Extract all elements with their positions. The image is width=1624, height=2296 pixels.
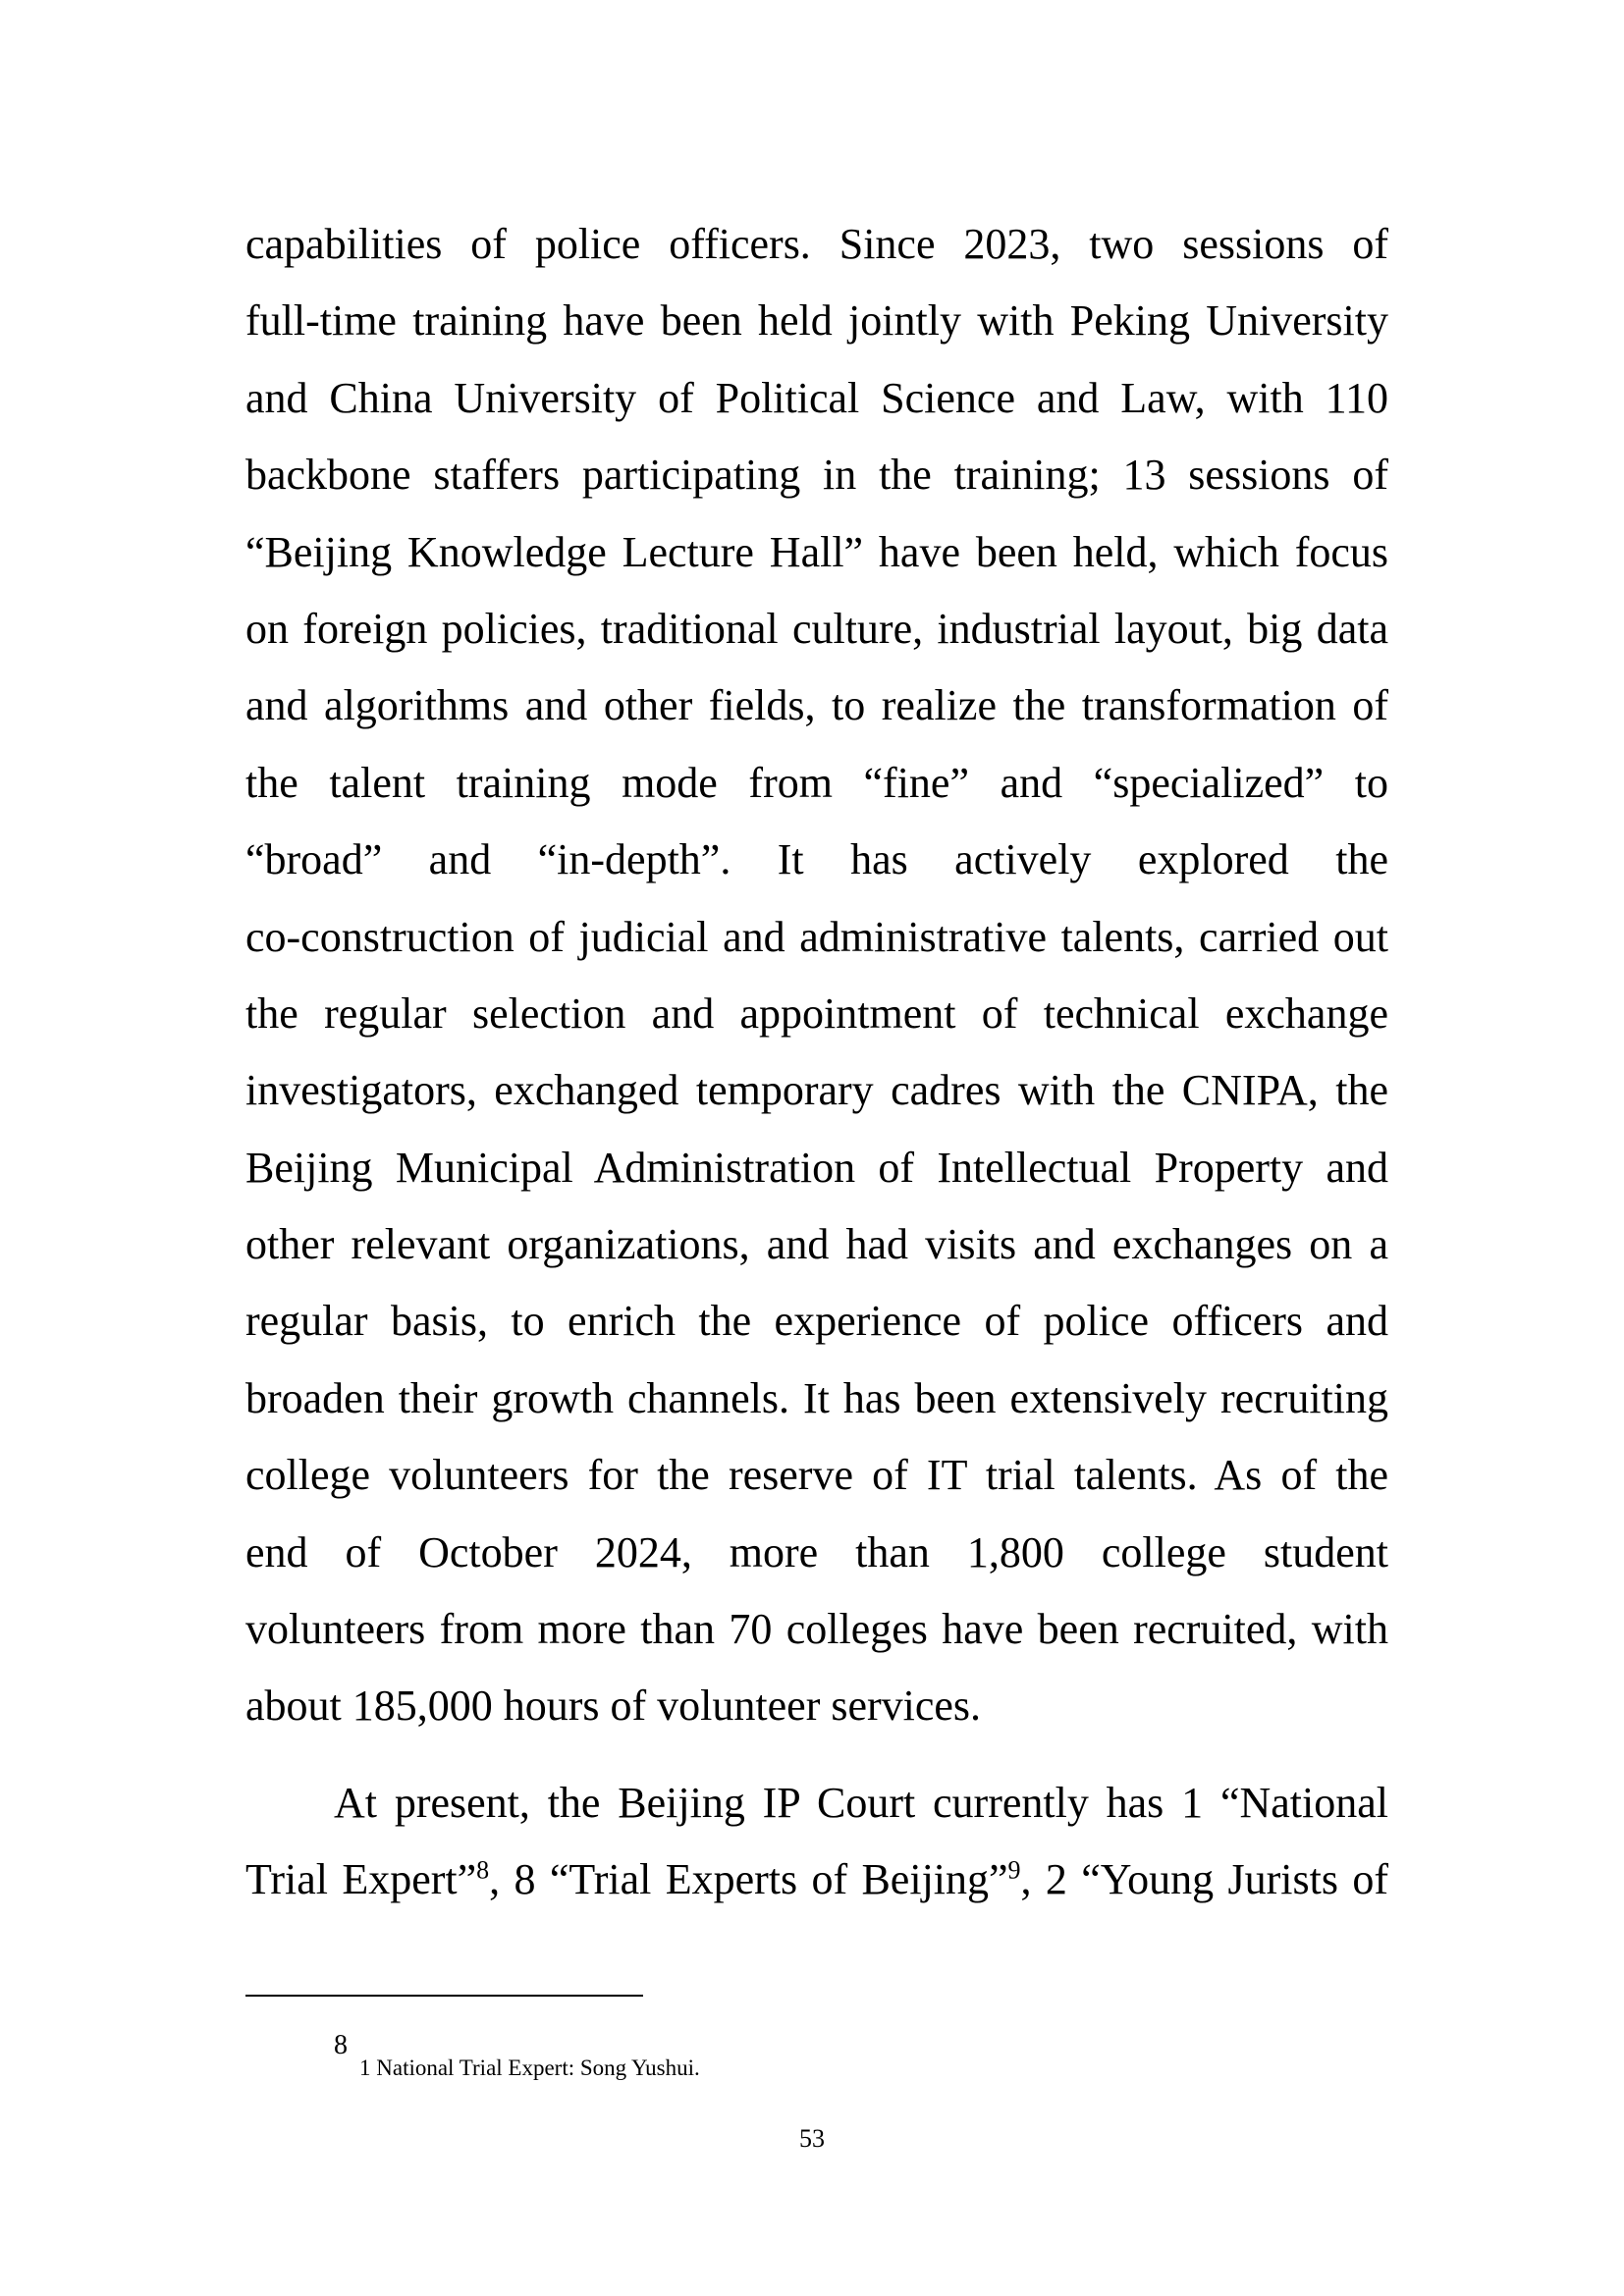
- paragraph-1-line: broaden their growth channels. It has been extensively recruiting: [245, 1373, 1388, 1422]
- paragraph-1-line: investigators, exchanged temporary cadres with the CNIPA, the: [245, 1066, 1388, 1115]
- paragraph-1-line: backbone staffers participating in the training; 13 sessions of: [245, 451, 1388, 500]
- footnote-mark: 8: [334, 2030, 348, 2060]
- paragraph-2: [245, 1765, 1388, 1919]
- paragraph-1-line: Beijing Municipal Administration of Intellectual Property and: [245, 1143, 1388, 1192]
- footnote-ref-9[interactable]: 9: [1007, 1855, 1021, 1885]
- paragraph-1-line: capabilities of police officers. Since 2023, two sessions of: [245, 220, 1388, 268]
- paragraph-1: [245, 206, 1388, 1745]
- paragraph-1-line: regular basis, to enrich the experience of police officers and: [245, 1297, 1388, 1346]
- page-number: 53: [799, 2124, 825, 2153]
- footnote-ref-8[interactable]: 8: [476, 1855, 490, 1885]
- footnote-separator: [245, 1995, 643, 1997]
- paragraph-1-line: and algorithms and other fields, to realize the transformation of: [245, 681, 1388, 730]
- paragraph-1-line: on foreign policies, traditional culture, industrial layout, big data: [245, 604, 1388, 653]
- paragraph-1-line: “Beijing Knowledge Lecture Hall” have been held, which focus: [245, 527, 1388, 576]
- paragraph-1-line: the regular selection and appointment of technical exchange: [245, 988, 1388, 1038]
- paragraph-1-line: the talent training mode from “fine” and “specialized” to: [245, 758, 1388, 807]
- body-text: [245, 206, 1388, 1919]
- paragraph-1-line: “broad” and “in-depth”. It has actively explored the: [245, 835, 1388, 884]
- paragraph-2-line-1: At present, the Beijing IP Court currently has 1 “National: [334, 1778, 1388, 1827]
- paragraph-1-line: about 185,000 hours of volunteer services.: [245, 1682, 982, 1731]
- paragraph-1-line: volunteers from more than 70 colleges have been recruited, with: [245, 1605, 1388, 1654]
- paragraph-1-line: full-time training have been held jointly with Peking University: [245, 296, 1388, 346]
- paragraph-1-line: and China University of Political Science and Law, with 110: [245, 373, 1388, 422]
- paragraph-1-line: co-construction of judicial and administrative talents, carried out: [245, 912, 1388, 961]
- paragraph-1-line: college volunteers for the reserve of IT trial talents. As of the: [245, 1451, 1388, 1500]
- paragraph-1-line: end of October 2024, more than 1,800 college student: [245, 1527, 1388, 1576]
- footnote-text: 1 National Trial Expert: Song Yushui.: [359, 2056, 700, 2080]
- paragraph-2-line-2: Trial Expert”$^8$, 8 “Trial Experts of Beijing”$^9$, 2 “Young Jurists of: [245, 1855, 1388, 1904]
- paragraph-1-line: other relevant organizations, and had visits and exchanges on a: [245, 1220, 1388, 1269]
